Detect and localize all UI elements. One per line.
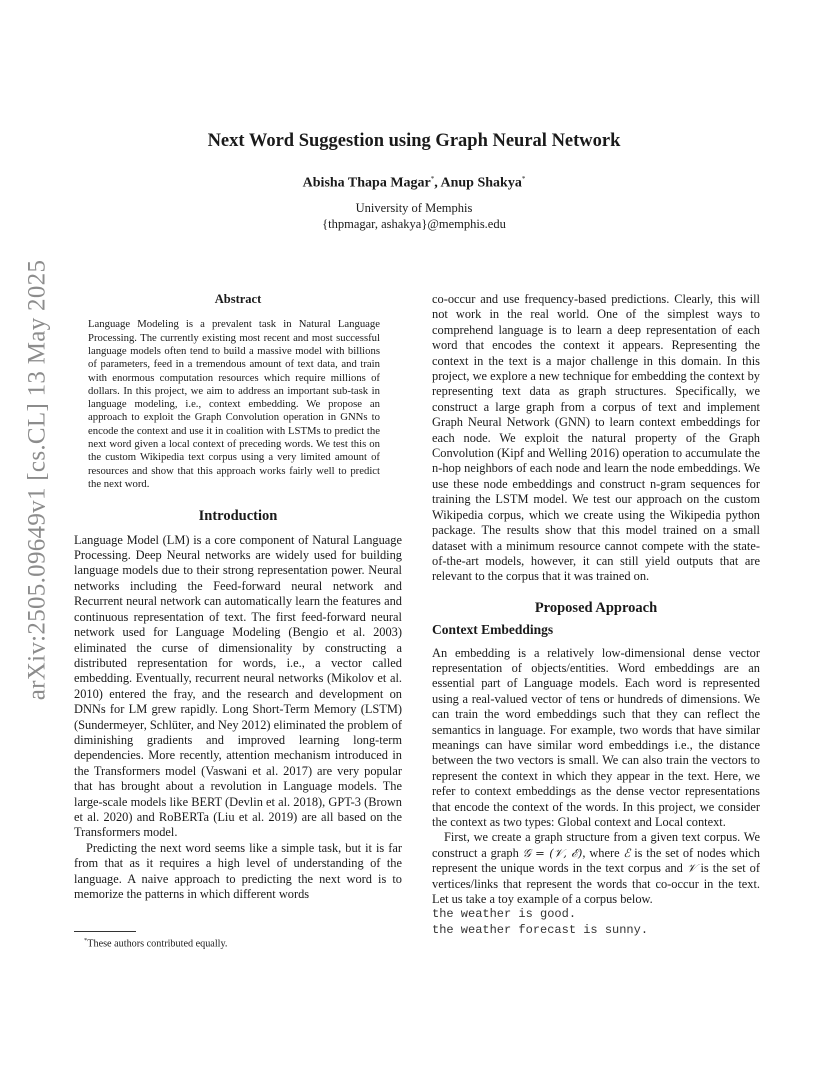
footnote-divider bbox=[74, 931, 136, 932]
author-name: Anup Shakya bbox=[440, 175, 522, 191]
corpus-example-line: the weather forecast is sunny. bbox=[432, 922, 649, 937]
left-column bbox=[74, 292, 402, 902]
abstract-text: Language Modeling is a prevalent task in Natural Language Processing. The currently existing most recent and most successful language models often tend to build a massive model with billions of parameters, feed in a tremendous amount of text data, and train with enormous computation resources which require millions of dollars. In this project, we aim to address an important sub-task in language modeling, i.e., context embedding. We propose an approach to exploit the Graph Convolution operation in GNNs to encode the context and use it in coalition with LSTMs to predict the next word given a local context of preceding words. We test this on the custom Wikipedia text corpus using a very limited amount of resources and show that this approach works fairly well to predict the next word. bbox=[88, 318, 380, 490]
footnote bbox=[84, 937, 227, 949]
footnote-mark: * bbox=[84, 937, 88, 944]
proposed-approach-heading: Proposed Approach bbox=[534, 599, 658, 616]
paragraph-text: , where bbox=[582, 845, 624, 860]
graph-definition-math: 𝒢 = (𝒱, ℰ) bbox=[522, 845, 583, 860]
footnote-text: These authors contributed equally. bbox=[87, 938, 228, 950]
vertex-set-math: 𝒱 bbox=[686, 861, 697, 876]
introduction-paragraph-continued: co-occur and use frequency-based predictions. Clearly, this will not work in the real world. One of the simplest ways to comprehend language is to learn a deep representation of each word that encodes the context it appears. Representing the context in the text is a major challenge in this domain. In this project, we explore a new technique for embedding the context by representing text data as graph structures. Specifically, we construct a large graph from a corpus of text and implement Graph Neural Network (GNN) to learn context embeddings for each node. We exploit the natural property of the Graph Convolution (Kipf and Welling 2016) operation to accumulate the n-hop neighbors of each node and learn the node embeddings. We use these node embeddings and construct n-gram sequences for training the LSTM model. We test our approach on the custom Wikipedia corpus, which we create using the Wikipedia python package. The results show that this model trained on a small dataset with a minimum resource cannot compete with the state-of-the-art models, however, it can still yield outputs that are relevant to the corpus that it was trained on. bbox=[432, 292, 760, 584]
author-line bbox=[0, 175, 828, 192]
introduction-paragraph: Predicting the next word seems like a simple task, but it is far from that as it requires a high level of understanding of the language. A naive approach to predicting the next word is to memorize the patterns in which different words bbox=[74, 840, 402, 902]
author-emails: {thpmagar, ashakya}@memphis.edu bbox=[322, 217, 506, 231]
author-footnote-mark: * bbox=[430, 175, 435, 183]
graph-construction-paragraph bbox=[432, 830, 760, 907]
arxiv-identifier-text: arXiv:2505.09649v1 [cs.CL] 13 May 2025 bbox=[23, 259, 51, 701]
paragraph-text: First, we create a graph structure from a given text corpus. We construct a graph bbox=[432, 830, 760, 860]
right-column bbox=[432, 292, 760, 938]
corpus-example-line: the weather is good. bbox=[432, 907, 577, 922]
paper-title: Next Word Suggestion using Graph Neural Network bbox=[207, 131, 621, 151]
context-embeddings-paragraph: An embedding is a relatively low-dimensional dense vector representation of objects/entities. Word embeddings are an essential part of Language models. Each word is represented using a real-valued vector of tens or hundreds of dimensions. We can train the word embeddings such that they can reflect the semantics in language. For example, two words that have similar meanings can have similar word embeddings i.e., the distance between the two vectors is small. We can also train the vectors to represent the context in which they appear in the text. Here, we refer to context embeddings as the dense vector representations that encode the context of the words. In this project, we consider the context as two types: Global context and Local context. bbox=[432, 645, 760, 829]
author-footnote-mark: * bbox=[521, 175, 526, 183]
affiliation-block bbox=[0, 200, 828, 232]
abstract-heading: Abstract bbox=[214, 292, 262, 306]
edge-set-math: ℰ bbox=[623, 845, 631, 860]
author-separator: , bbox=[434, 175, 441, 191]
arxiv-identifier-stamp bbox=[14, 259, 60, 701]
introduction-heading: Introduction bbox=[198, 508, 278, 525]
author-name: Abisha Thapa Magar bbox=[302, 175, 431, 191]
paragraph-text: is the set of vertices/links that represent the words that co-occur in the text. Let us take a toy example of a corpus below. bbox=[432, 861, 760, 907]
institution: University of Memphis bbox=[355, 201, 473, 215]
paragraph-text: is the set of nodes which represent the unique words in the text corpus and bbox=[432, 845, 760, 876]
context-embeddings-subheading: Context Embeddings bbox=[432, 622, 554, 638]
introduction-paragraph: Language Model (LM) is a core component of Natural Language Processing. Deep Neural networks are widely used for building language models due to their strong representation power. Neural networks including the Feed-forward neural network and Recurrent neural network can automatically learn the features and continuous representation of text. The first feed-forward neural network used for Language Modeling (Bengio et al. 2003) eliminated the curse of dimensionality by constructing a distributed representation for words, i.e., a vector called embedding. Eventually, recurrent neural networks (Mikolov et al. 2010) entered the fray, and the research and development on DNNs for LM grew rapidly. Long Short-Term Memory (LSTM) (Sundermeyer, Schlüter, and Ney 2012) eliminated the problem of diminishing gradients and improved learning long-term dependencies. More recently, attention mechanism introduced in the Transformers model (Vaswani et al. 2017) are very popular that has brought about a revolution in Language models. The large-scale models like BERT (Devlin et al. 2018), GPT-3 (Brown et al. 2020) and RoBERTa (Liu et al. 2019) are all based on the Transformers model. bbox=[74, 532, 402, 840]
